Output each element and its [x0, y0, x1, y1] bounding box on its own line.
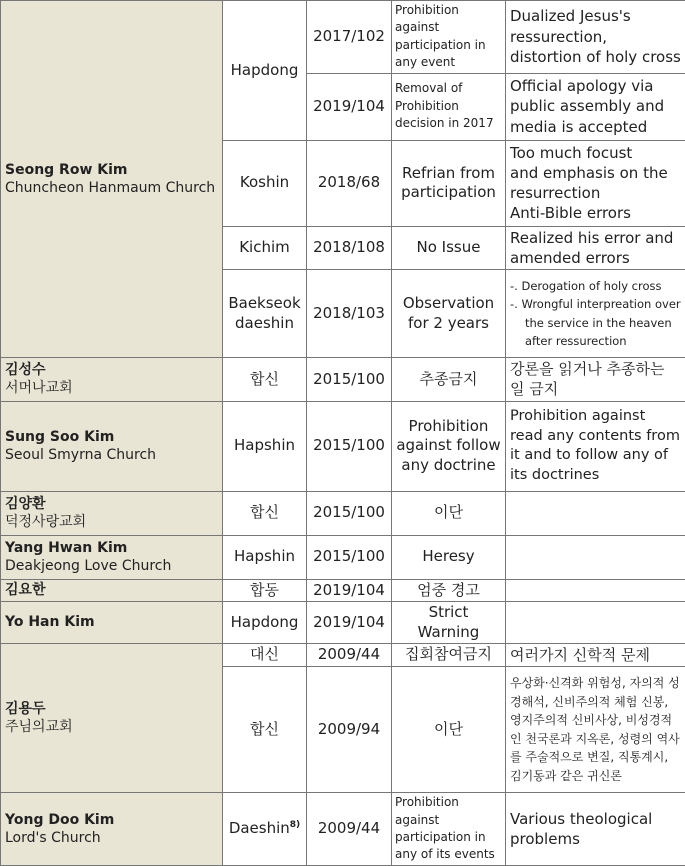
year-cell: 2019/104	[307, 579, 392, 602]
year-cell: 2015/100	[307, 401, 392, 491]
year-cell: 2018/68	[307, 140, 392, 226]
decision-cell: Refrian from participation	[392, 140, 506, 226]
denomination-cell: Hapdong	[223, 1, 307, 141]
person-cell	[1, 579, 223, 602]
decision-cell: 추종금지	[392, 358, 506, 402]
reason-bullet: -. Derogation of holy cross	[510, 277, 681, 295]
year-cell: 2018/108	[307, 226, 392, 270]
person-name: 김용두	[5, 700, 218, 718]
person-cell	[1, 358, 223, 402]
decision-cell: Heresy	[392, 535, 506, 579]
person-cell	[1, 793, 223, 866]
person-name: Yong Doo Kim	[5, 811, 218, 829]
person-name: Yang Hwan Kim	[5, 539, 218, 557]
decision-cell: 엄중 경고	[392, 579, 506, 602]
decision-cell: 이단	[392, 491, 506, 535]
reason-cell	[506, 491, 685, 535]
year-cell: 2009/94	[307, 667, 392, 793]
denomination-cell: 합신	[223, 358, 307, 402]
church-name: 덕정사랑교회	[5, 513, 218, 531]
decision-cell: Removal of Prohibition decision in 2017	[392, 73, 506, 140]
decision-cell: 이단	[392, 667, 506, 793]
reason-cell: Various theological problems	[506, 793, 685, 866]
reason-cell	[506, 270, 685, 358]
reason-cell: Dualized Jesus's ressurection, distortion of holy cross	[506, 1, 685, 74]
denomination-cell: 합신	[223, 491, 307, 535]
church-name: Chuncheon Hanmaum Church	[5, 179, 218, 197]
decision-cell: Strict Warning	[392, 602, 506, 644]
person-name: 김성수	[5, 361, 218, 379]
person-name: Seong Row Kim	[5, 161, 218, 179]
year-cell: 2018/103	[307, 270, 392, 358]
year-cell: 2019/104	[307, 602, 392, 644]
denomination-cell: Hapdong	[223, 602, 307, 644]
year-cell: 2019/104	[307, 73, 392, 140]
year-cell: 2015/100	[307, 358, 392, 402]
year-cell: 2009/44	[307, 793, 392, 866]
reason-line: resurrection	[510, 183, 681, 203]
decision-cell: Prohibition against participation in any of its events	[392, 793, 506, 866]
church-name: Deakjeong Love Church	[5, 557, 218, 575]
person-cell	[1, 644, 223, 793]
person-cell	[1, 401, 223, 491]
denomination-cell: 합동	[223, 579, 307, 602]
reason-cell	[506, 535, 685, 579]
person-name: 김요한	[5, 581, 218, 599]
decision-cell: Prohibition against participation in any event	[392, 1, 506, 74]
person-name: Yo Han Kim	[5, 613, 218, 631]
denomination-cell: 대신	[223, 644, 307, 667]
reason-cell	[506, 602, 685, 644]
reason-line: Anti-Bible errors	[510, 203, 681, 223]
reason-line: and emphasis on the	[510, 163, 681, 183]
reason-cell: Realized his error and amended errors	[506, 226, 685, 270]
reason-cell: 우상화·신격화 위험성, 자의적 성경해석, 신비주의적 체험 신봉, 영지주의적 신비사상, 비성경적인 천국론과 지옥론, 성령의 역사를 주술적으로 변질, 직통계시, 김기동과 같은 귀신론	[506, 667, 685, 793]
denomination-cell: Koshin	[223, 140, 307, 226]
person-name: 김양환	[5, 495, 218, 513]
church-name: 주님의교회	[5, 718, 218, 736]
reason-line: Too much focust	[510, 143, 681, 163]
decision-cell: No Issue	[392, 226, 506, 270]
reason-cell	[506, 140, 685, 226]
person-cell	[1, 491, 223, 535]
reason-bullet: -. Wrongful interpreation over the service in the heaven after ressurection	[510, 295, 681, 350]
denomination-cell	[223, 793, 307, 866]
year-cell: 2009/44	[307, 644, 392, 667]
reason-cell: 여러가지 신학적 문제	[506, 644, 685, 667]
church-name: Seoul Smyrna Church	[5, 446, 218, 464]
denomination-cell: Hapshin	[223, 535, 307, 579]
person-cell	[1, 1, 223, 358]
church-name: Lord's Church	[5, 829, 218, 847]
decision-cell: Prohibition against follow any doctrine	[392, 401, 506, 491]
denomination-cell: Hapshin	[223, 401, 307, 491]
year-cell: 2015/100	[307, 491, 392, 535]
person-cell	[1, 602, 223, 644]
reason-cell: 강론을 읽거나 추종하는 일 금지	[506, 358, 685, 402]
denomination-cell: Kichim	[223, 226, 307, 270]
decision-cell: 집회참여금지	[392, 644, 506, 667]
reason-cell: Prohibition against read any contents from it and to follow any of its doctrines	[506, 401, 685, 491]
person-name: Sung Soo Kim	[5, 428, 218, 446]
denomination-text: Daeshin	[229, 819, 290, 837]
denomination-cell: 합신	[223, 667, 307, 793]
person-cell	[1, 535, 223, 579]
reason-cell	[506, 579, 685, 602]
year-cell: 2015/100	[307, 535, 392, 579]
decision-cell: Observation for 2 years	[392, 270, 506, 358]
footnote-marker: 8)	[290, 820, 300, 830]
reason-cell: Official apology via public assembly and media is accepted	[506, 73, 685, 140]
denomination-cell: Baekseok daeshin	[223, 270, 307, 358]
church-name: 서머나교회	[5, 379, 218, 397]
year-cell: 2017/102	[307, 1, 392, 74]
